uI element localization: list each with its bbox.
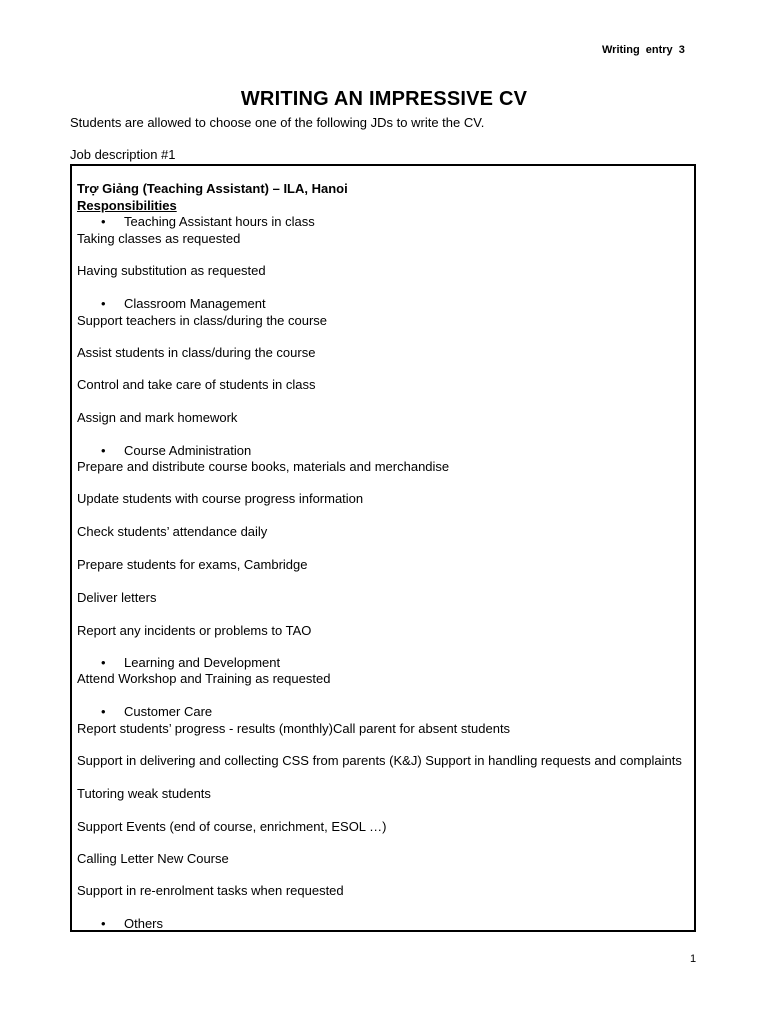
list-item: Report any incidents or problems to TAO — [77, 623, 312, 638]
list-item: Report students’ progress - results (monthly)Call parent for absent students — [77, 721, 511, 736]
bullet-icon: • — [101, 443, 106, 458]
list-item: Update students with course progress information — [77, 491, 364, 506]
list-item: Support Events (end of course, enrichment, ESOL …) — [77, 819, 387, 834]
job-position-title: Trợ Giảng (Teaching Assistant) – ILA, Hanoi — [77, 181, 348, 196]
list-item: Control and take care of students in class — [77, 377, 316, 392]
list-item: Having substitution as requested — [77, 263, 266, 278]
bullet-teaching-assistant-hours: Teaching Assistant hours in class — [124, 214, 315, 229]
bullet-classroom-management: Classroom Management — [124, 296, 266, 311]
job-description-label: Job description #1 — [70, 147, 176, 162]
bullet-icon: • — [101, 704, 106, 719]
bullet-course-administration: Course Administration — [124, 443, 252, 458]
list-item: Assign and mark homework — [77, 410, 238, 425]
page-number: 1 — [690, 953, 697, 965]
list-item: Prepare students for exams, Cambridge — [77, 557, 308, 572]
list-item: Support teachers in class/during the course — [77, 313, 328, 328]
writing-entry-label: Writing entry 3 — [602, 44, 685, 56]
bullet-learning-and-development: Learning and Development — [124, 655, 281, 670]
bullet-customer-care: Customer Care — [124, 704, 213, 719]
responsibilities-heading: Responsibilities — [77, 198, 177, 213]
list-item: Attend Workshop and Training as requested — [77, 671, 331, 686]
list-item: Support in delivering and collecting CSS from parents (K&J) Support in handling requests and complaints — [77, 753, 682, 768]
job-description-box — [70, 164, 696, 932]
page-title: WRITING AN IMPRESSIVE CV — [240, 88, 528, 110]
list-item: Support in re-enrolment tasks when requested — [77, 883, 344, 898]
list-item: Assist students in class/during the course — [77, 345, 316, 360]
list-item: Taking classes as requested — [77, 231, 241, 246]
list-item: Deliver letters — [77, 590, 157, 605]
bullet-icon: • — [101, 214, 106, 229]
bullet-icon: • — [101, 655, 106, 670]
list-item: Tutoring weak students — [77, 786, 211, 801]
bullet-others: Others — [124, 916, 164, 931]
list-item: Calling Letter New Course — [77, 851, 229, 866]
bullet-icon: • — [101, 916, 106, 931]
list-item: Prepare and distribute course books, materials and merchandise — [77, 459, 450, 474]
list-item: Check students’ attendance daily — [77, 524, 268, 539]
intro-text: Students are allowed to choose one of the following JDs to write the CV. — [70, 115, 485, 130]
bullet-icon: • — [101, 296, 106, 311]
